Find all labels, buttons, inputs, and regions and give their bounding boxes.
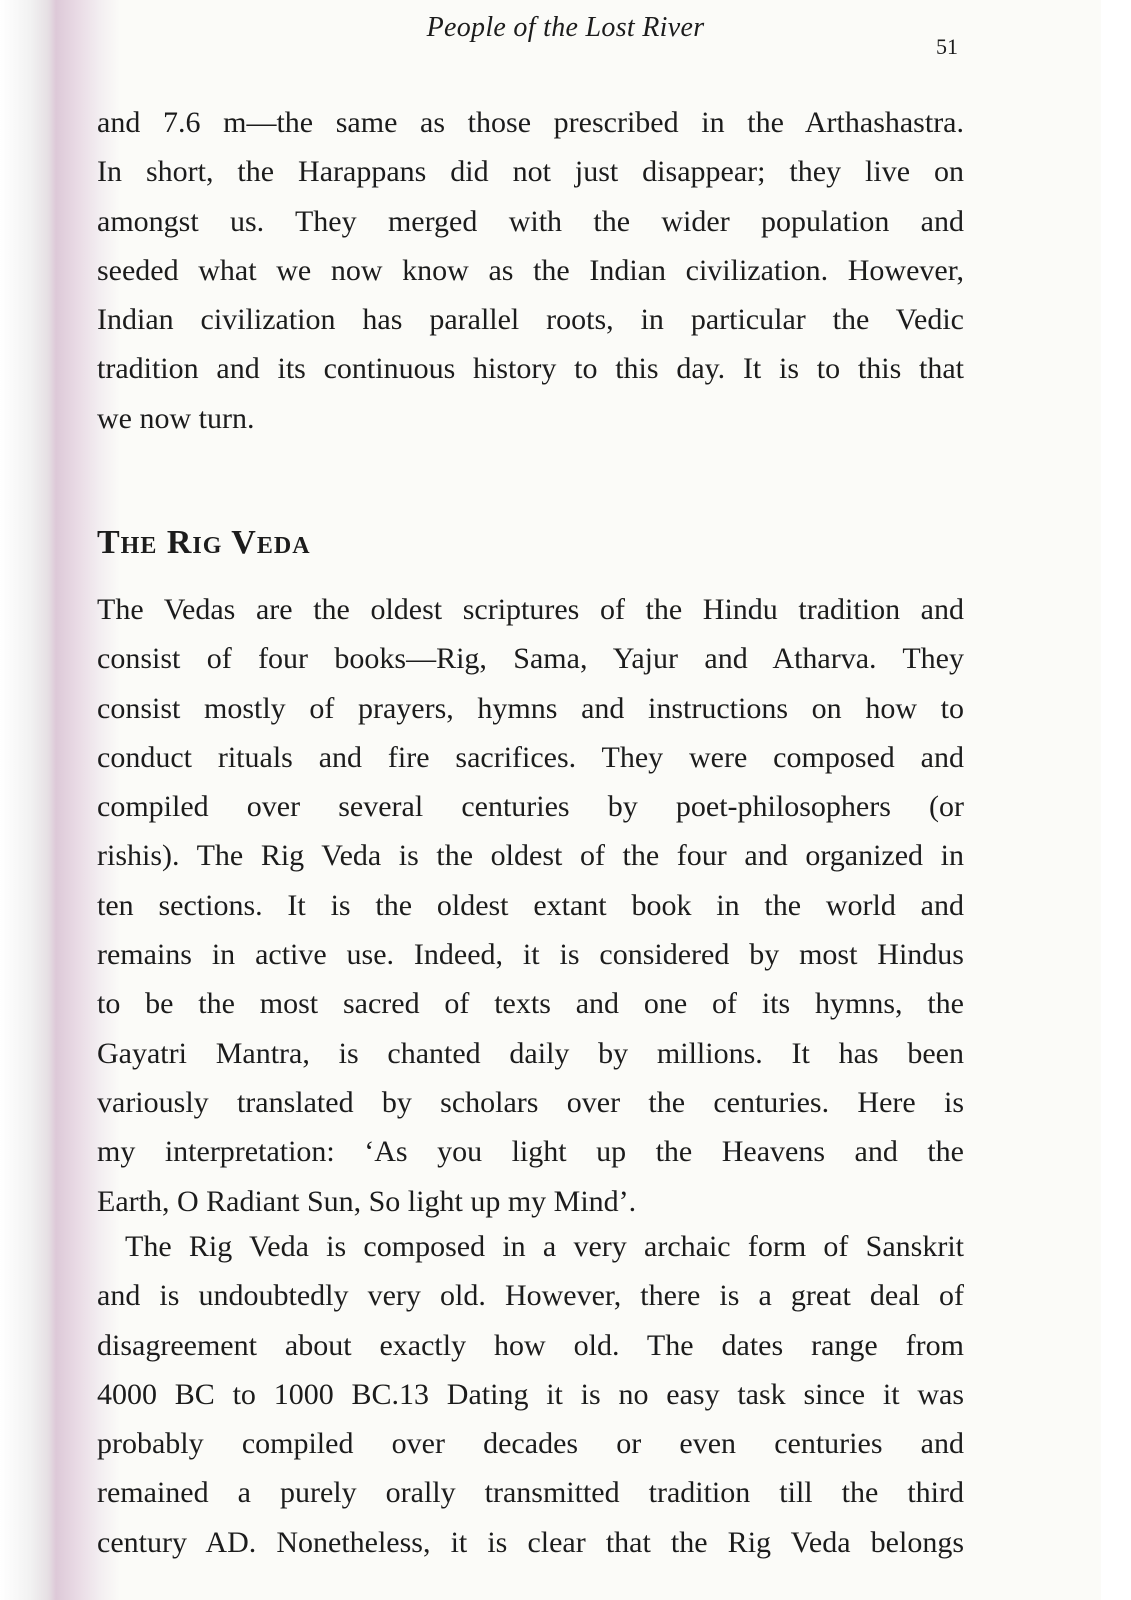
page-number: 51 — [936, 34, 958, 59]
text-line: remained a purely orally transmitted tradition till the third — [97, 1476, 964, 1510]
text-line: Gayatri Mantra, is chanted daily by millions. It has been — [97, 1036, 964, 1070]
page-margin-edge — [1101, 0, 1131, 1600]
text-line: 4000 BC to 1000 BC.13 Dating it is no easy task since it was — [97, 1377, 964, 1411]
text-line: Indian civilization has parallel roots, in particular the Vedic — [97, 303, 964, 337]
text-line: tradition and its continuous history to this day. It is to this that — [97, 352, 964, 386]
text-line: The Rig Veda is composed in a very archaic form of Sanskrit — [125, 1230, 964, 1263]
text-line: disagreement about exactly how old. The dates range from — [97, 1328, 964, 1362]
text-line: probably compiled over decades or even centuries and — [97, 1427, 964, 1461]
paragraph-3 — [97, 1222, 964, 1567]
text-line: and is undoubtedly very old. However, there is a great deal of — [97, 1279, 964, 1313]
text-line: consist of four books—Rig, Sama, Yajur and Atharva. They — [97, 642, 964, 676]
text-line: my interpretation: ‘As you light up the Heavens and the — [97, 1135, 964, 1169]
text-line: ten sections. It is the oldest extant book in the world and — [97, 888, 964, 922]
text-line: compiled over several centuries by poet-philosophers (or — [97, 790, 964, 824]
text-line: conduct rituals and fire sacrifices. They were composed and — [97, 740, 964, 774]
paragraph-1 — [97, 98, 964, 443]
running-head: People of the Lost River — [426, 12, 705, 43]
section-heading: The Rig Veda — [97, 524, 311, 561]
text-line: century AD. Nonetheless, it is clear that the Rig Veda belongs — [97, 1525, 964, 1559]
text-line: consist mostly of prayers, hymns and instructions on how to — [97, 691, 964, 725]
text-line: to be the most sacred of texts and one of its hymns, the — [97, 987, 964, 1021]
text-line: variously translated by scholars over the centuries. Here is — [97, 1085, 964, 1119]
text-line: amongst us. They merged with the wider population and — [97, 204, 964, 238]
text-line: seeded what we now know as the Indian civilization. However, — [97, 253, 964, 287]
text-line: rishis). The Rig Veda is the oldest of the four and organized in — [97, 839, 964, 873]
text-line: remains in active use. Indeed, it is considered by most Hindus — [97, 938, 964, 972]
text-line: The Vedas are the oldest scriptures of the Hindu tradition and — [97, 593, 964, 626]
text-line: In short, the Harappans did not just disappear; they live on — [97, 155, 964, 189]
text-line: and 7.6 m—the same as those prescribed in the Arthashastra. — [97, 106, 964, 139]
text-line: Earth, O Radiant Sun, So light up my Mind’. — [97, 1184, 637, 1218]
paragraph-2 — [97, 585, 964, 1226]
text-line: we now turn. — [97, 401, 255, 435]
